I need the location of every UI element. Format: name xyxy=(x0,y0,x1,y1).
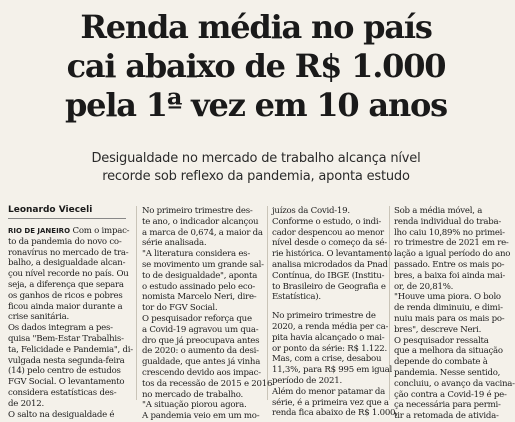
text-line: vulgada nesta segunda-feira xyxy=(8,355,125,366)
text-line: Contínua, do IBGE (Institu- xyxy=(272,270,385,281)
byline-divider xyxy=(8,218,126,219)
text-line: "A literatura considera es- xyxy=(142,249,250,260)
text-line: to da pandemia do novo co- xyxy=(8,236,122,247)
text-line: que a melhora da situação xyxy=(394,346,503,357)
text-line: (14) pelo centro de estudos xyxy=(8,366,121,377)
text-line: a marca de 0,674, a maior da xyxy=(142,227,263,238)
text-line: to Brasileiro de Geografia e xyxy=(272,281,386,292)
text-line: Os dados integram a pes- xyxy=(8,323,113,334)
text-line: lho caiu 10,89% no primei- xyxy=(394,227,505,238)
text-line: o estudo assinado pelo eco- xyxy=(142,281,256,292)
text-line: bres", descreve Neri. xyxy=(394,324,482,335)
text-line: Sob a média móvel, a xyxy=(394,206,483,216)
text-line: 2020, a renda média per ca- xyxy=(272,321,389,332)
text-line: depende do combate à xyxy=(394,357,488,368)
text-line: de renda diminuiu, e dimi- xyxy=(394,303,503,314)
text-line: cador despencou ao menor xyxy=(272,227,384,238)
column-divider xyxy=(136,206,137,400)
text-line: considera estatísticas des- xyxy=(8,387,117,398)
text-line: Além do menor patamar da xyxy=(272,386,386,397)
text-line: O pesquisador reforça que xyxy=(142,313,252,324)
article-column-4 xyxy=(394,206,515,422)
text-line: dro que já preocupava antes xyxy=(142,335,260,346)
text-line: se movimento um grande sal- xyxy=(142,259,264,270)
text-line: de 2020: o aumento da desi- xyxy=(142,346,259,357)
text-line: tor do FGV Social. xyxy=(142,303,218,314)
text-line: gualdade, que antes já vinha xyxy=(142,357,261,368)
text-line: No primeiro trimestre des- xyxy=(142,206,253,216)
text-line: to de desigualdade", aponta xyxy=(142,270,258,281)
text-line: ção contra a Covid-19 é pe- xyxy=(394,389,507,400)
byline: Leonardo Vieceli xyxy=(8,205,93,215)
text-line: concluiu, o avanço da vacina- xyxy=(394,378,515,389)
article-column-3 xyxy=(272,206,398,419)
text-line: seja, a diferença que separa xyxy=(8,279,124,290)
article-column-2 xyxy=(142,206,273,422)
text-line: nível desde o começo da sé- xyxy=(272,238,387,249)
text-line: tir a retomada de ativida- xyxy=(394,411,499,422)
text-line: crescendo devido aos impac- xyxy=(142,367,261,378)
subheadline-line-2: recorde sob reflexo da pandemia, aponta estudo xyxy=(102,169,410,184)
text-line: série analisada. xyxy=(142,238,207,249)
headline-line-3: pela 1ª vez em 10 anos xyxy=(64,86,447,124)
text-line: balho, a desigualdade alcan- xyxy=(8,258,126,269)
text-line: O salto na desigualdade é xyxy=(8,409,115,420)
text-line: RIO DE JANEIRO Com o impac- xyxy=(8,226,130,236)
text-line: 11,3%, para R$ 995 em igual xyxy=(272,365,393,376)
text-line: pandemia. Nesse sentido, xyxy=(394,367,501,378)
text-line: nuiu mais para os mais po- xyxy=(394,313,505,324)
text-line: renda fica abaixo de R$ 1.000, xyxy=(272,408,398,419)
text-line: rie histórica. O levantamento xyxy=(272,249,393,260)
text-line: nomista Marcelo Neri, dire- xyxy=(142,292,257,303)
text-line: passado. Entre os mais po- xyxy=(394,259,505,270)
text-line: ronavírus no mercado de tra- xyxy=(8,247,129,258)
text-line: Mas, com a crise, desabou xyxy=(272,354,382,365)
column-divider xyxy=(267,206,268,400)
text-line: quisa "Bem-Estar Trabalhis- xyxy=(8,333,124,344)
text-line: FGV Social. O levantamento xyxy=(8,377,125,388)
article-column-1 xyxy=(8,226,132,420)
text-line: A pandemia veio em um mo- xyxy=(142,411,260,422)
text-line: "A situação piorou agora. xyxy=(142,400,247,411)
text-line: os ganhos de ricos e pobres xyxy=(8,290,123,301)
headline-line-1: Renda média no país xyxy=(80,8,432,46)
text-line: a Covid-19 agravou um qua- xyxy=(142,324,259,335)
text-line: or, de 20,81%. xyxy=(394,281,454,292)
text-line: lação a igual período do ano xyxy=(394,249,511,260)
text-line: ficou ainda maior durante a xyxy=(8,301,123,312)
subheadline xyxy=(0,150,512,186)
text-line: analisa microdados da Pnad xyxy=(272,259,388,270)
text-line: ro trimestre de 2021 em re- xyxy=(394,238,509,249)
text-line: ça necessária para permi- xyxy=(394,400,501,411)
text-line: Estatística). xyxy=(272,292,321,303)
text-line: "Houve uma piora. O bolo xyxy=(394,292,501,303)
headline-line-2: cai abaixo de R$ 1.000 xyxy=(66,47,446,85)
text-line: juízos da Covid-19. xyxy=(272,206,350,216)
text-line: ta, Felicidade e Pandemia", di- xyxy=(8,344,133,355)
text-line: or ponto da série: R$ 1.122. xyxy=(272,343,388,354)
text-line: renda individual do traba- xyxy=(394,216,501,227)
text-line: série, é a primeira vez que a xyxy=(272,397,389,408)
subheadline-line-1: Desigualdade no mercado de trabalho alcança nível xyxy=(91,151,421,166)
text-line: de 2012. xyxy=(8,398,44,409)
text-line: te ano, o indicador alcançou xyxy=(142,216,259,227)
headline xyxy=(0,8,512,125)
text-line: pita havia alcançado o mai- xyxy=(272,332,385,343)
text-line: No primeiro trimestre de xyxy=(272,311,376,322)
text-line xyxy=(272,303,384,311)
text-line: período de 2021. xyxy=(272,375,342,386)
dateline: RIO DE JANEIRO xyxy=(8,227,71,235)
text-line: bres, a baixa foi ainda mai- xyxy=(394,270,506,281)
text-line: Conforme o estudo, o indi- xyxy=(272,216,382,227)
text-line: crise sanitária. xyxy=(8,312,70,323)
text-line: tos da recessão de 2015 e 2016 xyxy=(142,378,273,389)
text-line: çou nível recorde no país. Ou xyxy=(8,269,129,280)
text-line: O pesquisador ressalta xyxy=(394,335,489,346)
text-line: no mercado de trabalho. xyxy=(142,389,244,400)
